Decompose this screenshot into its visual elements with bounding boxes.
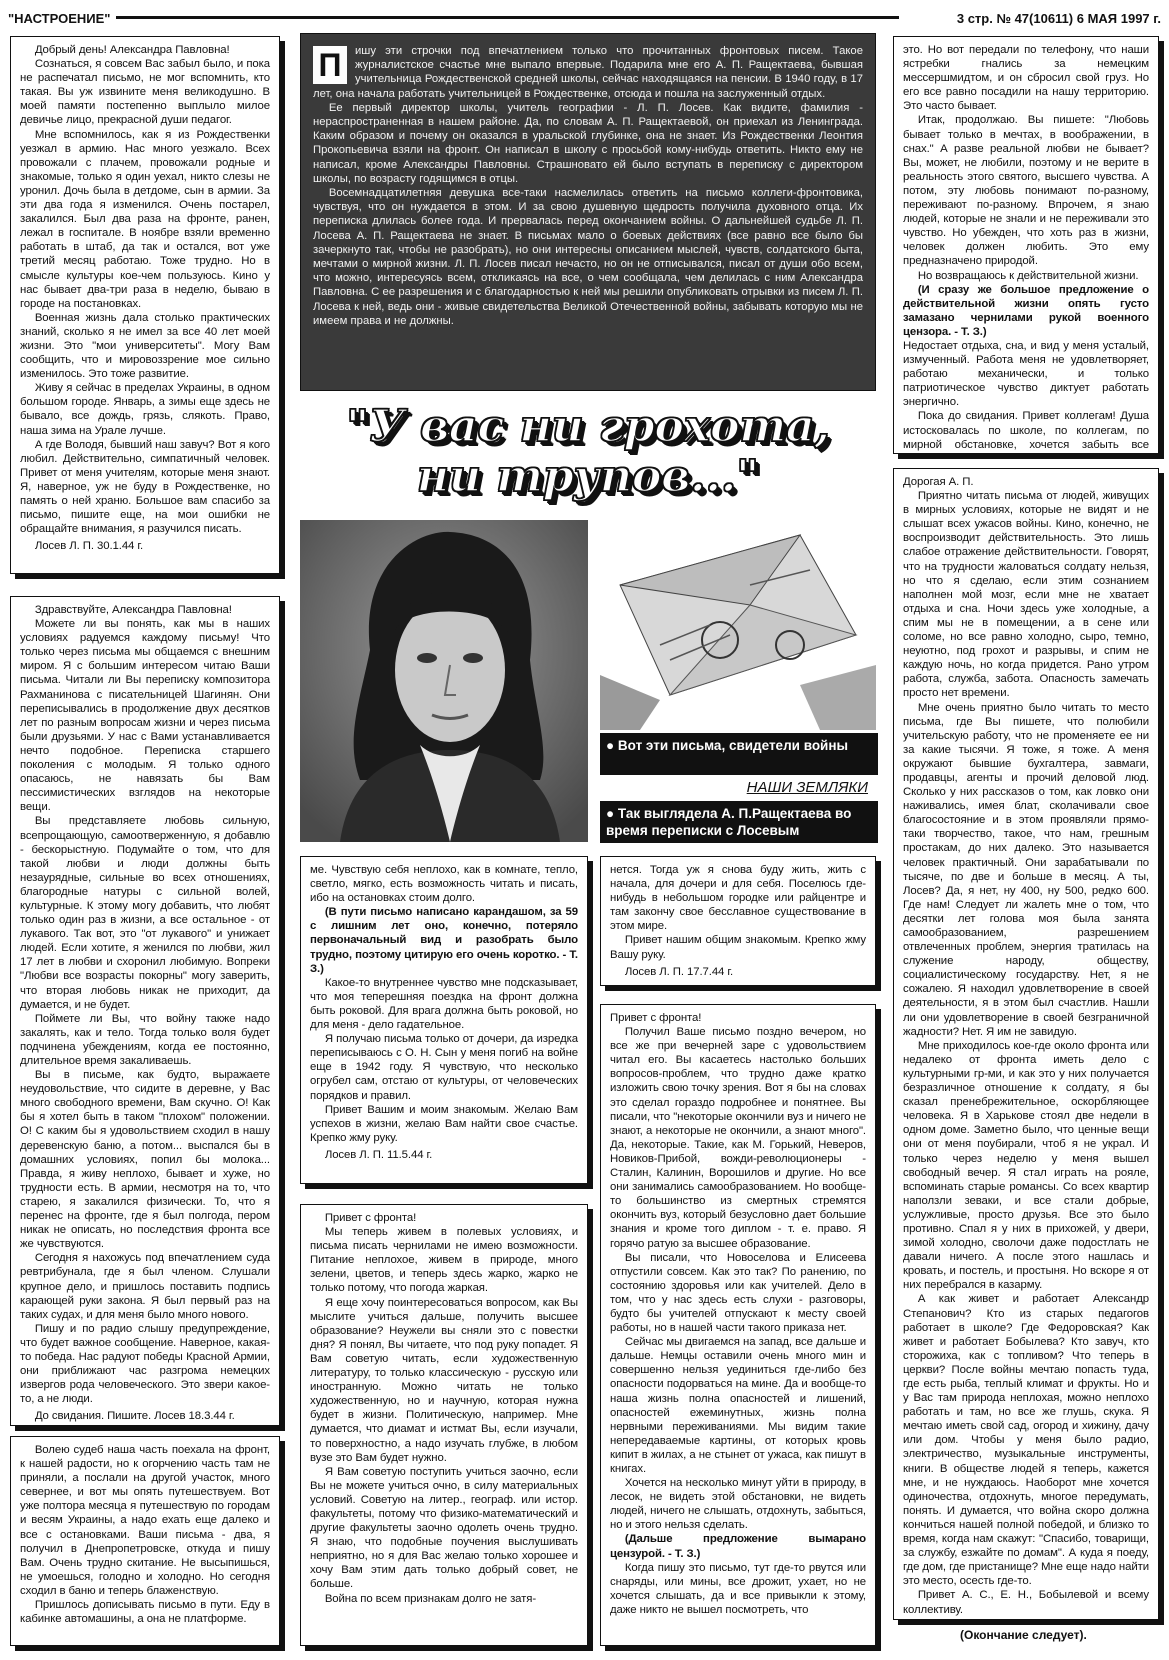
paragraph: Сейчас мы двигаемся на запад, все дальше и дальше. Немцы оставили очень много мин и совершенно нельзя уединиться где-либо без опасности подорваться на мине. Да и вообще-то наша жизнь полна опасностей и лишений, опасностей ежеминутных, жизнь полна нервными переживаниями. Мы видим такие непередаваемые картины, от которых кровь кипит в жилах, а не стынет от ужаса, как пишут в книгах. [610,1336,866,1475]
letter-15-8-44 [893,36,1159,454]
paragraph: Пишу и по радио слышу предупреждение, что будет важное сообщение. Наверное, какая-то победа. Нас радуют победы Красной Армии, они приближают час разгрома немецких извергов рода человеческого. Это звери какое-то, а не люди. [20,1322,270,1406]
paragraph: Недостает отдыха, сна, и вид у меня усталый, измученный. Работа меня не удовлетворяет, работаю механически, и только патриотическое чувство диктует работать энергично. [903,339,1149,409]
letter-17-7-44 [600,856,876,986]
paragraph: Мне приходилось кое-где около фронта или недалеко от фронта иметь дело с культурными гр-ми, и как это у них получается безразличное отношение к солдату, я бы сказал пренебрежительное, оскорбляющее человека. Я в Харькове стоял две недели в одном доме. Заметно было, что ценные вещи они от меня поубирали, чтоб я не украл. И только через неделю у меня вышел свободный вечер. Я стал играть на рояле, вспоминать старые романсы. Со всех квартир наползли зеваки, и все стали добрые, услужливые, просто друзья. Все это было противно. Спал я у них в прихожей, у двери, зимой холодно, сволочи даже подостлать не давали ничего. А после этого нашлась и кровать, и постель, и простыня. Но вскоре я от них перебрался в казарму. [903,1039,1149,1292]
page-header [8,6,1161,32]
intro-box [300,33,876,391]
paragraph: Я еще хочу поинтересоваться вопросом, как Вы мыслите учиться дальше, получить высшее образование? Неужели вы сняли это с повестки дня? Я понял, Вы читаете, что под руку попадет. Я Вам советую читать, если художественную литературу, то только классическую - русскую или иностранную. Можно читать не только художественную, но и научную, которая нужна будет в жизни. Политическую, например. Мне думается, что диамат и истмат Вы, если изучали, то поверхностно, а надо изучать глубже, в любом вузе это Вам будет нужно. [310,1296,578,1464]
rubric-label: НАШИ ЗЕМЛЯКИ [746,779,868,796]
paragraph: Какое-то внутреннее чувство мне подсказывает, что моя теперешняя поездка на фронт должна быть роковой. Для врага должна быть роковой, но для меня - дело гадательное. [310,976,578,1032]
paragraph: Война по всем признакам долго не затя- [324,1592,537,1605]
letters-image [600,525,876,730]
paragraph: Привет нашим общим знакомым. Крепко жму Вашу руку. [610,934,866,961]
letter-signature: Лосев Л. П. 30.1.44 г. [34,540,144,553]
paragraph: Приятно читать письма от людей, живущих в мирных условиях, которые не видят и не слышат всех ужасов войны. Кино, конечно, не воспроизводит действительность. Это лишь слабое отражение действительности. Говорят, что на трудности жаловаться солдату нельзя, но что я сделаю, если этим сознанием наполнен мой мозг, если мне не хватает отдыха и сна. Ночи здесь уже холодные, а спим мы не в помещении, а в сене или соломе, но все равно холодно, сыро, темно, неуютно, под грохот и разрывы, и спим не каждую ночь, но когда придется. Рано утром работа, служба, забота. Опасность замечать просто нет времени. [903,490,1149,700]
drop-cap: П [313,46,347,84]
portrait-photo [300,520,588,842]
paragraph: Привет с фронта! [324,1212,417,1224]
letter-body [20,43,270,553]
section-name: "НАСТРОЕНИЕ" [8,11,111,26]
issue-info: 3 стр. № 47(10611) 6 МАЯ 1997 г. [956,11,1161,26]
paragraph: Мне очень приятно было читать то место письма, где Вы пишете, что полюбили учительскую работу, что не променяете ее ни за какие тысячи. Я тоже, я тоже. А меня окружают бывшие бухгалтера, завмаги, продавцы, агенты и прочий деловой люд. Сколько у них рассказов о том, как ловко они наживались, имея блат, сколачивали свое благосостояние и в этом проявляли прямо-таки творчество, такое, что нам, грешным простакам, до них далеко. Это называется человек практичный. Они зарабатывали по тысяче, по две и больше в месяц. А ты, Лосев? Да, я нет, ну 400, ну 500, редко 600. Где нам! Следует ли жалеть мне о том, что десятки лет голова моя была занята самообразованием, разрешением отвлеченных проблем, энергия тратилась на служение народу, обществу, социалистическому государству. Нет, я не сожалею. Я находил удовлетворение в своей деятельности, я в этом был счастлив. Нашли ли они удовлетворение в своей безграничной жадности? Нет. Я им не завидую. [903,701,1149,1038]
paragraph: Восемнадцатилетняя девушка все-таки насмелилась ответить на письмо коллеги-фронтовика, чувствуя, что он нуждается в этом. И за свою душевную щедрость получила духовного отца. Их переписка длилась более года. И прервалась перед окончанием войны. О дальнейшей судьбе Л. П. Лосева А. П. Ращектаева не знает. В письмах мало о боевых действиях (все равно все было бы зачеркнуто так, чтобы не разобрать), но они интересны описанием мыслей, чувств, солдатского быта, мечтами о мирной жизни. Л. П. Лосев писал нечасто, но он не отписывался, писал от души обо всем, что можно, интересуясь всем, откликаясь на все, о чем сообщала, чем делилась с ним Александра Павловна. С ее разрешения и с благодарностью к ней мы решили опубликовать отрывки из писем Л. П. Лосева к ней, ведь они - живые свидетельства Великой Отечественной войны, забывать которую мы не имеем права и не должны. [313,187,863,327]
paragraph: нется. Тогда уж я снова буду жить, жить с начала, для дочери и для себя. Поселюсь где-нибудь в небольшом городке или райцентре и там закончу свое бесславное существование в этом мире. [610,864,866,933]
paragraph: Вы в письме, как будто, выражаете неудовольствие, что сидите в деревне, у Вас много свободного времени, Вам скучно. О! Как бы я хотел быть в таком "плохом" положении. О! С каким бы я удовольствием сходил в нашу деревенскую баню, а потом... выспался бы в домашних условиях, попил бы молока... Правда, я живу неплохо, бывает и хуже, но трудности есть. В армии, несмотря на то, что старею, я закалился физически. То, что я перенес на фронте, где я был полгода, пером никак не описать, но последствия фронта все же чувствуются. [20,1069,270,1251]
letter-front-greeting [600,1004,876,1646]
paragraph: Пришлось дописывать письмо в пути. Еду в кабинке автомашины, а она не платформе. [20,1599,270,1626]
paragraph: Дорогая А. П. [903,476,974,488]
letter-field-conditions [300,1204,588,1646]
to-be-continued: (Окончание следует). [960,1628,1087,1642]
paragraph: Сознаться, я совсем Вас забыл было, и пока не распечатал письмо, не мог вспомнить, кто такая. Вы уж извините меня великодушно. В моей памяти постепенно выплыло милое девичье лицо, прекрасной души педагог. [20,58,270,127]
letter-30-1-44 [10,36,280,574]
header-rule [116,16,899,19]
paragraph: Но возвращаюсь к действительной жизни. [917,269,1139,282]
letter-en-route [10,1436,280,1646]
paragraph: Здравствуйте, Александра Павловна! [34,604,232,616]
paragraph: Поймете ли Вы, что войну также надо закалять, как и тело. Тогда только воля будет подчинена убеждениям, когда ее постоянно, длительное время закаливаешь. [20,1012,270,1067]
paragraph: Вы представляете любовь сильную, всепрощающую, самоотверженную, я добавлю - бескорыстную. Подумайте о том, что для такой любви и люди должны быть незаурядные, сильные во всех отношениях, благородные натуры с сильной волей, культурные. К этому могу добавить, что любят только один раз в жизни, а все остальное - от лукавого. Так вот, это "от лукавого" и унижает людей. Если хотите, я женился по любви, жил 17 лет в любви и схоронил любимую. Вопреки "Любви все возрасты покорны" могу заверить, что вторая любовь никак не приходит, да думается, и не будет. [20,815,270,1011]
paragraph: Волею судеб наша часть поехала на фронт, к нашей радости, но к огорчению часть там не приняли, а послали на другой участок, много севернее, и вот мы опять путешествуем. Вот уже полтора месяца я путешествую по городам и весям Украины, а надо ехать еще далеко и все с остановками. Ваши письма - два, я получил в Днепропетровске, откуда и пишу Вам. Очень трудно скитание. Не высыпишься, не умоешься, голодно и холодно. Но сегодня сходил в баню и теперь блаженствую. [20,1444,270,1597]
letters-photo [600,525,876,730]
editor-note: (Дальше предложение вымарано цензурой. - Т. З.) [610,1533,866,1560]
paragraph: Живу я сейчас в пределах Украины, в одном большом городе. Январь, а зимы еще здесь не бывало, все дождь, грязь, слякоть. Право, наша зима на Урале лучше. [20,382,270,437]
paragraph: Привет с фронта! [610,1012,702,1024]
paragraph: Привет А. С., Е. Н., Бобылевой и всему коллективу. [903,1589,1149,1616]
letter-14-9-44 [893,468,1159,1620]
paragraph: Мы теперь живем в полевых условиях, и письма писать чернилами не имею возможности. Питание неплохое, живем в природе, много зелени, цветов, и теперь здесь жарко, жарко не только потому, что погода жаркая. [310,1226,578,1295]
paragraph: Хочется на несколько минут уйти в природу, в лесок, не видеть этой обстановки, не видеть людей, ничего не слышать, отдохнуть, забыться, но и этого нельзя сделать. [610,1477,866,1532]
caption-letters: ● Вот эти письма, свидетели войны [600,733,878,775]
paragraph: А где Володя, бывший наш завуч? Вот я кого любил. Действительно, симпатичный человек. Привет от меня учителям, которые меня знают. Я, наверное, уж не буду в Рождественке, но память о ней храню. Большое вам спасибо за письмо, пишите еще, на мои ошибки не обращайте внимания, я разучился писать. [20,438,270,536]
paragraph: Привет Вашим и моим знакомым. Желаю Вам успехов в жизни, желаю Вам найти свое счастье. Крепко жму руку. [310,1103,578,1144]
portrait-image [300,520,588,842]
letter-signature: До свидания. Пишите. Лосев 18.3.44 г. [34,1410,235,1423]
caption-portrait: ● Так выглядела А. П.Ращектаева во время переписки с Лосевым [600,801,878,843]
paragraph: Я Вам советую поступить учиться заочно, если Вы не можете учиться очно, в силу материальных условий. Советую на литер., географ. или истор. факультеты, потому что физико-математический и другие факультеты заочно одолеть очень трудно. Я знаю, что подобные поучения выслушивать неприятно, но я для Вас желаю только хорошее и хочу Вам этим дать только добрый совет, не больше. [310,1465,578,1591]
article-headline [300,402,876,512]
paragraph: ме. Чувствую себя неплохо, как в комнате, тепло, светло, мягко, есть возможность читать и писать, ибо на остановках стоим долго. [310,864,578,905]
paragraph: Можете ли вы понять, как мы в наших условиях радуемся каждому письму! Что только через письма мы общаемся с внешним миром. Я с большим интересом читаю Ваши письма. Читали ли Вы переписку композитора Рахманинова с писательницей Шагинян. Они переписывались в продолжение двух десятков лет по разным вопросам жизни и через письма были друзьями. У нас с Вами устанавливается нечто подобное. Переписка старшего поколения с молодым. Я только одного опасаюсь, не навязать бы Вам пессимистических взглядов на некоторые вещи. [20,618,270,814]
paragraph: Пока до свидания. Привет коллегам! Душа истосковалась по школе, по коллегам, по мирной обстановке, хочется забыть все [903,410,1149,451]
letter-signature: Лосев Л. П. 17.7.44 г. [624,965,734,978]
paragraph: А как живет и работает Александр Степанович? Кто из старых педагогов работает в школе? Где Федоровская? Как живет и работает Бобылева? Кто завуч, кто сторожиха, как с топливом? Что теперь в церкви? После войны мечтаю попасть туда, где есть рыба, теплый климат и фрукты. Но и у Вас там природа неплохая, можно неплохо работать и там, но все же глушь, скука. Я мечтаю иметь свой сад, огород и хижину, дачу или дом. Чтобы у меня было радио, электричество, музыкальные инструменты, книги. В обществе людей я теперь, кажется мне, и не нуждаюсь. Наоборот мне хочется одиночества, отдохнуть, многое передумать, понять. И думается, что война скоро должна кончиться нашей полной победой, и близко то время, когда нам скажут: "Спасибо, товарищи, за службу, езжайте по домам". А куда я поеду, где дом, где пристанище? Мне еще надо найти это место, осесть где-то. [903,1293,1149,1588]
paragraph: Вы писали, что Новоселова и Елисеева отпустили совсем. Как это так? По ранению, по состоянию здоровья или как учителей. Дело в том, что у нас здесь есть слухи - разговоры, будто бы учителей отпускают к месту своей работы, но в нашей части такого приказа нет. [610,1251,866,1335]
headline-line: "У вас ни грохота, [346,401,830,452]
paragraph: Итак, продолжаю. Вы пишете: "Любовь бывает только в мечтах, в воображении, в снах." А разве реальной любви не бывает? Вы, может, не любили, поэтому и не верите в реальность этого святого, высшего чувства. А потом, эту любовь понимают по-разному, переживают по-разному. Впрочем, я знаю людей, которые не знали и не переживали это чувство. Но убежден, что хоть раз в жизни, человек должен любить. Это ему предназначено природой. [903,114,1149,268]
paragraph: Когда пишу это письмо, тут где-то рвутся или снаряды, или мины, все дрожит, ухает, но не хочется слышать, да и все привыкли к этому, даже никто не вышел посмотреть, что [610,1561,866,1616]
letter-signature: Лосев Л. П. 11.5.44 г. [324,1148,433,1161]
headline-line: ни трупов..." [416,451,760,502]
paragraph: Я получаю письма только от дочери, да изредка переписываюсь с О. Н. Сын у меня погиб на войне еще в 1942 году. Я чувствую, что несколько огрубел сам, отстаю от культуры, от человеческих порядков и правил. [310,1033,578,1102]
photo-captions [600,733,878,843]
letter-18-3-44 [10,596,280,1426]
paragraph: Мне вспомнилось, как я из Рождественки уезжал в армию. Нас много уезжало. Всех провожали с плачем, провожали родные и знакомые, только я один уехал, никто слезы не уронил. Дочь была в детдоме, сын в армии. За эти два года я изменился. Очень постарел, закалился. Был два раза на фронте, ранен, лежал в госпитале. В ноябре взяли временно работать в штаб, да так и остался, вот уже третий месяц работаю. Тоже трудно. Но в смысле культуры кое-чем пользуюсь. Кино у нас бывает два-три раза в неделю, бываю в городе на постановках. [20,128,270,310]
paragraph: Военная жизнь дала столько практических знаний, сколько я не имел за все 40 лет моей жизни. Это "мои университеты". Могу Вам сообщить, что и мировоззрение мое сильно изменилось. Это тоже развитие. [20,311,270,381]
paragraph: Получил Ваше письмо поздно вечером, но все же при вечерней заре с удовольствием читал его. Вы касаетесь настолько больших вопросов-проблем, что трудно даже кратко изложить свою точку зрения. Вот я бы на словах это сделал гораздо подробнее и понятнее. Вы писали, что "некоторые окончили вуз и ничего не знают, а некоторые не окончили, а знают много". Да, некоторые. Такие, как М. Горький, Неверов, Новиков-Прибой, вожди-революционеры - Сталин, Калинин, Ворошилов и другие. Но все они занимались самообразованием. Но вообще-то большинство из смертных стремятся окончить вуз, который безусловно дает большие знания и кроме того диплом - т. е. право. Я горячо ратую за высшее образование. [610,1026,866,1250]
paragraph: Добрый день! Александра Павловна! [34,44,230,56]
paragraph: это. Но вот передали по телефону, что наши ястребки гнались за немецким мессершмидтом, и он сбросил свой груз. Но его все равно посадили на нашу территорию. Это часто бывает. [903,44,1149,113]
letter-11-5-44 [300,856,588,1184]
editor-note: (И сразу же большое предложение о действительной жизни опять густо замазано чернилами рукой военного цензора. - Т. З.) [903,283,1149,338]
paragraph: Ее первый директор школы, учитель географии - Л. П. Лосев. Как видите, фамилия - нераспространенная в нашем районе. Да, по словам А. П. Ращектаевой, он приехал из Ленинграда. Каким образом и почему он оказался в уральской глубинке, она не знает. Из Рождественки Леонтия Прокопьевича взяли на фронт. Он написал в школу с просьбой кому-нибудь ответить. Никто ему не написал, кроме Александры Павловны. Страшновато ей было вступать в переписку с директором школы, по возрасту годящимся в отцы. [313,101,863,185]
paragraph: ишу эти строчки под впечатлением только что прочитанных фронтовых писем. Такое журналистское счастье мне выпало впервые. Подарила мне его А. П. Ращектаева, бывшая учительница Рождественской средней школы, сейчас находящаяся на пенсии. В 1940 году, в 17 лет, она начала работать учительницей в Рождественке, отсюда и пошла на заслуженный отдых. [313,45,863,100]
editor-note: (В пути письмо написано карандашом, за 59 с лишним лет оно, конечно, потеряло первоначальный вид и разобрать было трудно, поэтому цитирую его очень коротко. - Т. З.) [310,906,578,975]
paragraph: Сегодня я нахожусь под впечатлением суда ревтрибунала, где я был членом. Слушали крупное дело, и пришлось поставить подпись карающей руки закона. Я был первый раз на таких судах, и для меня было много нового. [20,1252,270,1321]
